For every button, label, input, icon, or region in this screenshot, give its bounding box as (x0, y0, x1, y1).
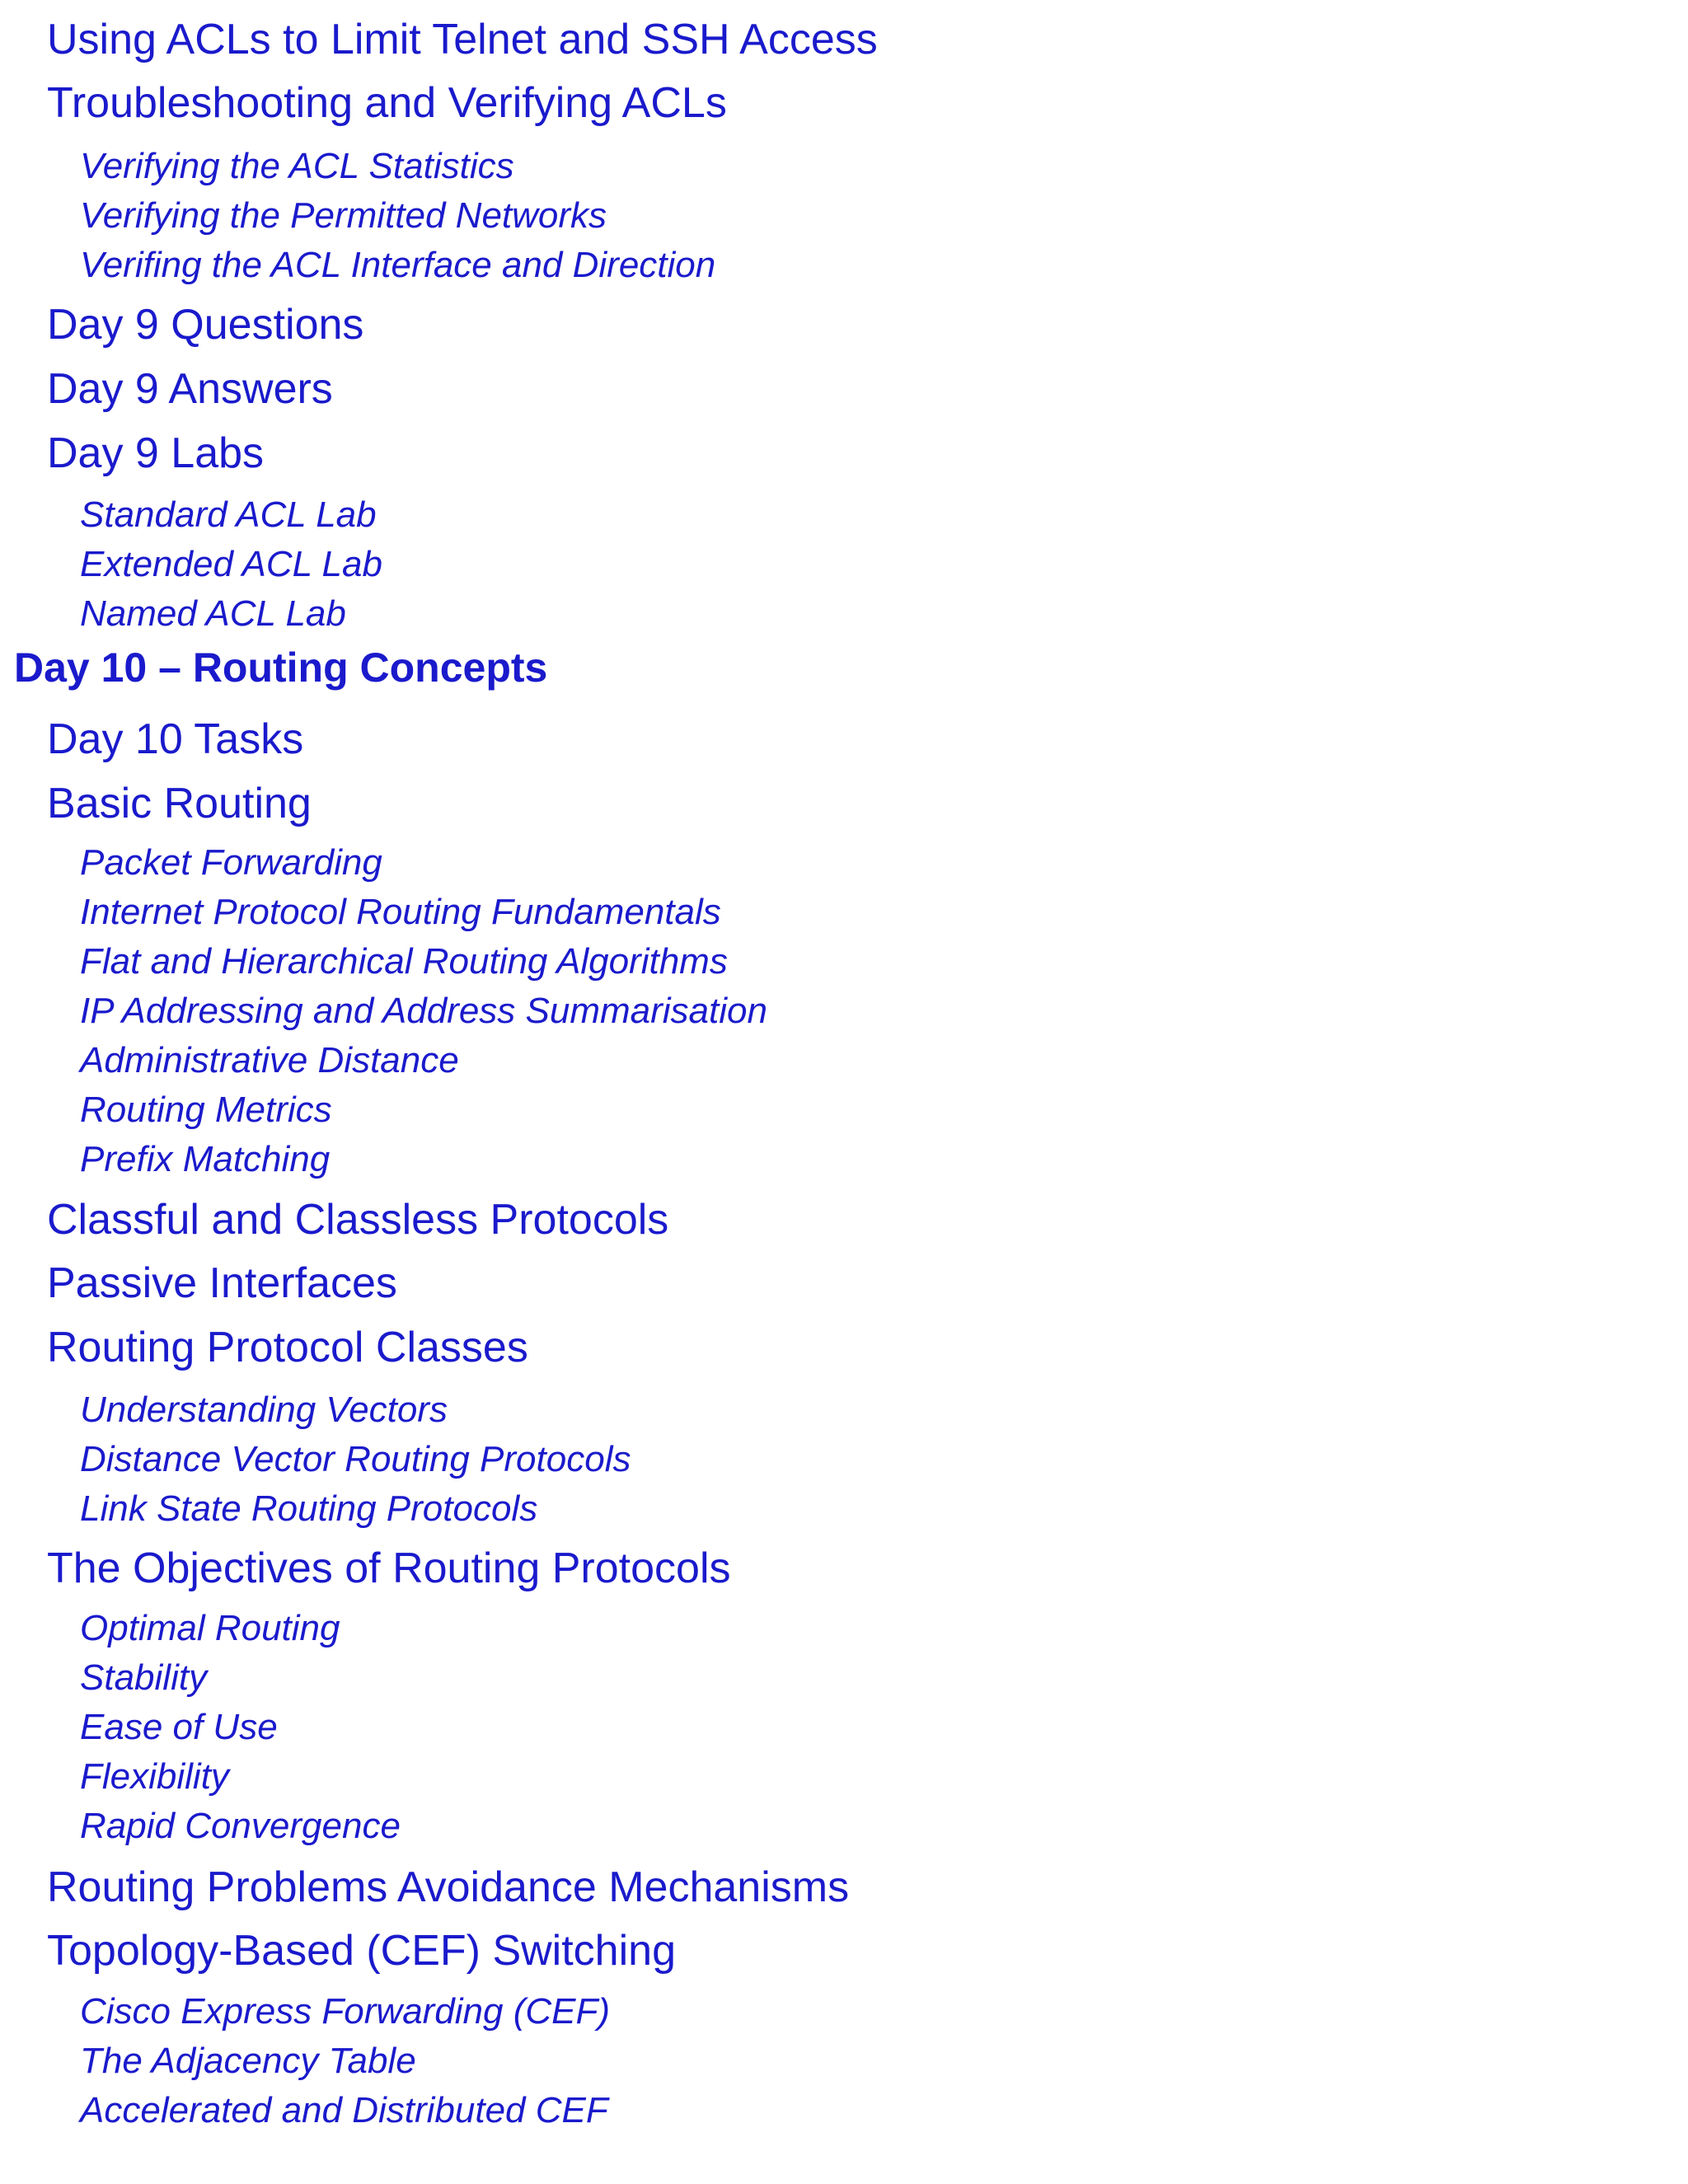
toc-entry[interactable]: Topology-Based (CEF) Switching (47, 1927, 676, 1975)
toc-subentry[interactable]: Stability (80, 1657, 208, 1698)
toc-subentry[interactable]: Flat and Hierarchical Routing Algorithms (80, 941, 728, 982)
toc-subentry[interactable]: Packet Forwarding (80, 842, 382, 883)
toc-entry[interactable]: Passive Interfaces (47, 1259, 397, 1307)
toc-subentry[interactable]: Verifying the ACL Statistics (80, 146, 514, 186)
toc-subentry[interactable]: IP Addressing and Address Summarisation (80, 991, 767, 1031)
toc-subentry[interactable]: Flexibility (80, 1756, 229, 1797)
toc-subentry[interactable]: Prefix Matching (80, 1139, 331, 1179)
toc-subentry[interactable]: Ease of Use (80, 1707, 278, 1747)
toc-entry[interactable]: Routing Protocol Classes (47, 1324, 528, 1371)
toc-subentry[interactable]: Verifing the ACL Interface and Direction (80, 245, 716, 285)
toc-entry[interactable]: Basic Routing (47, 780, 312, 827)
toc-subentry[interactable]: Routing Metrics (80, 1090, 332, 1130)
toc-entry[interactable]: Using ACLs to Limit Telnet and SSH Access (47, 16, 878, 63)
toc-subentry[interactable]: Internet Protocol Routing Fundamentals (80, 892, 721, 932)
toc-subentry[interactable]: Distance Vector Routing Protocols (80, 1439, 631, 1479)
toc-subentry[interactable]: Verifying the Permitted Networks (80, 195, 607, 236)
toc-entry[interactable]: Day 9 Answers (47, 365, 333, 413)
toc-entry[interactable]: Day 9 Labs (47, 429, 265, 477)
toc-entry[interactable]: Routing Problems Avoidance Mechanisms (47, 1863, 850, 1911)
toc-entry[interactable]: The Objectives of Routing Protocols (47, 1544, 731, 1592)
toc-subentry[interactable]: Extended ACL Lab (80, 544, 382, 584)
toc-subentry[interactable]: Optimal Routing (80, 1608, 340, 1648)
toc-subentry[interactable]: Link State Routing Protocols (80, 1488, 538, 1529)
toc-subentry[interactable]: Accelerated and Distributed CEF (80, 2090, 608, 2130)
toc-subentry[interactable]: Administrative Distance (80, 1040, 459, 1080)
toc-entry[interactable]: Classful and Classless Protocols (47, 1196, 669, 1244)
toc-chapter-heading[interactable]: Day 10 – Routing Concepts (14, 644, 548, 691)
toc-entry[interactable]: Day 10 Tasks (47, 715, 304, 763)
toc-entry[interactable]: Day 9 Questions (47, 301, 364, 349)
toc-subentry[interactable]: Cisco Express Forwarding (CEF) (80, 1991, 611, 2032)
toc-subentry[interactable]: The Adjacency Table (80, 2041, 416, 2081)
toc-subentry[interactable]: Understanding Vectors (80, 1390, 448, 1430)
toc-subentry[interactable]: Rapid Convergence (80, 1806, 401, 1846)
toc-subentry[interactable]: Standard ACL Lab (80, 494, 377, 535)
toc-entry[interactable]: Troubleshooting and Verifying ACLs (47, 79, 727, 127)
toc-subentry[interactable]: Named ACL Lab (80, 593, 346, 634)
